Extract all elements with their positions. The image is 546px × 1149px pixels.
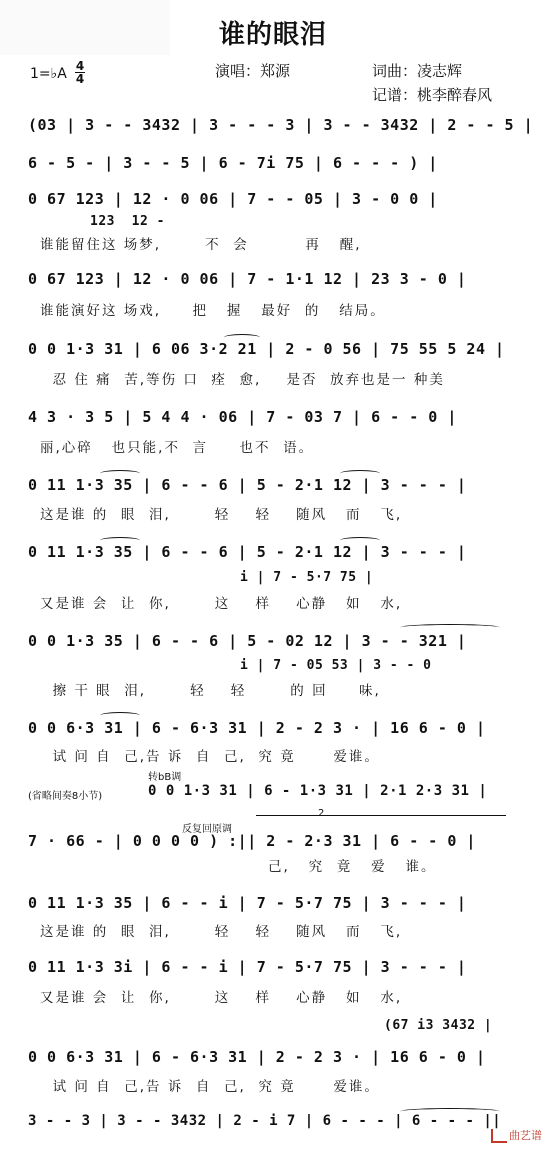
lyric-row-4: 谁能演好这 场戏, 把 握 最好 的 结局。 [40,303,386,319]
key-text: 1=♭A [30,66,67,82]
score-row-9: 0 0 1·3 35 | 6 - - 6 | 5 - 02 12 | 3 - - 321 | [28,632,467,650]
score-row-5: 0 0 1·3 31 | 6 06 3·2 21 | 2 - 0 56 | 75 55 5 24 | [28,340,505,358]
lyric-row-13: 这是谁 的 眼 泪, 轻 轻 随风 而 飞, [40,924,403,940]
site-logo [491,1127,542,1143]
score-row-3: 0 67 123 | 12 · 0 06 | 7 - - 05 | 3 - 0 0 | [28,190,438,208]
score-row-15-pickup: (67 i3 3432 | [384,1018,493,1033]
score-row-16: 3 - - 3 | 3 - - 3432 | 2 - i 7 | 6 - - - | 6 - - - || [28,1113,502,1129]
slur-mark [100,470,140,477]
lyric-row-9: 擦 干 眼 泪, 轻 轻 的 回 味, [40,683,381,699]
score-row-4: 0 67 123 | 12 · 0 06 | 7 - 1·1 12 | 23 3 - 0 | [28,270,467,288]
slur-mark [224,334,260,341]
slur-mark [100,537,140,544]
score-row-11: 0 0 1·3 31 | 6 - 1·3 31 | 2·1 2·3 31 | [148,783,488,799]
time-top: 4 [75,59,85,73]
modulation-label: 转bB调 [148,772,182,783]
slur-mark [340,537,380,544]
page-title: 谁的眼泪 [218,20,327,50]
score-row-1: (03 | 3 - - 3432 | 3 - - - 3 | 3 - - 3432 | 2 - - 5 | [28,116,534,134]
lyric-row-15: 试 问 自 己,告 诉 自 己, 究 竟 爱谁。 [40,1079,380,1095]
lyric-row-12: 己, 究 竟 爱 谁。 [268,859,437,875]
score-row-13: 0 11 1·3 35 | 6 - - i | 7 - 5·7 75 | 3 - - - | [28,894,467,912]
slur-mark [340,470,380,477]
score-row-10: 0 0 6·3 31 | 6 - 6·3 31 | 2 - 2 3 · | 16 6 - 0 | [28,719,486,737]
score-row-8-harmony: i | 7 - 5·7 75 | [240,570,374,585]
score-row-6: 4 3 · 3 5 | 5 4 4 · 06 | 7 - 03 7 | 6 - - 0 | [28,408,457,426]
singer-credit: 演唱：郑源 [215,62,291,80]
lyric-row-3: 谁能留住这 场梦, 不 会 再 醒, [40,237,362,253]
score-row-15: 0 0 6·3 31 | 6 - 6·3 31 | 2 - 2 3 · | 16 6 - 0 | [28,1048,486,1066]
lyric-row-10: 试 问 自 己,告 诉 自 己, 究 竟 爱谁。 [40,749,380,765]
slur-mark [400,624,500,631]
lyric-row-6: 丽,心碎 也只能,不 言 也不 语。 [40,440,315,456]
key-signature [30,66,67,82]
score-row-7: 0 11 1·3 35 | 6 - - 6 | 5 - 2·1 12 | 3 - - - | [28,476,467,494]
score-row-3-harmony: 123 12 - [90,214,165,229]
slur-mark [400,1108,500,1115]
score-row-14: 0 11 1·3 3i | 6 - - i | 7 - 5·7 75 | 3 - - - | [28,958,467,976]
time-bottom: 4 [75,72,85,86]
score-row-8: 0 11 1·3 35 | 6 - - 6 | 5 - 2·1 12 | 3 - - - | [28,543,467,561]
composer-credit: 词曲：凌志辉 [372,62,463,80]
logo-text: 曲艺谱 [509,1129,542,1142]
score-row-9-harmony: i | 7 - 05 53 | 3 - - 0 [240,658,432,673]
volta-bracket [256,815,506,816]
slur-mark [100,712,140,719]
logo-icon [491,1129,507,1143]
lyric-row-5: 忍 住 痛 苦,等伤 口 痊 愈, 是否 放弃也是一 种美 [40,372,445,388]
time-signature [75,60,85,85]
return-key-label: 反复回原调 [182,824,232,835]
lyric-row-8: 又是谁 会 让 你, 这 样 心静 如 水, [40,596,403,612]
interlude-omitted-note: (省略间奏8小节) [28,791,103,802]
volta-number: 2 [318,808,325,819]
score-row-12: 7 · 66 - | 0 0 0 0 ) :|| 2 - 2·3 31 | 6 - - 0 | [28,832,476,850]
score-row-2: 6 - 5 - | 3 - - 5 | 6 - 7i 75 | 6 - - - ) | [28,154,438,172]
transcriber-credit: 记谱：桃李醉春风 [372,86,493,104]
lyric-row-7: 这是谁 的 眼 泪, 轻 轻 随风 而 飞, [40,507,403,523]
lyric-row-14: 又是谁 会 让 你, 这 样 心静 如 水, [40,990,403,1006]
